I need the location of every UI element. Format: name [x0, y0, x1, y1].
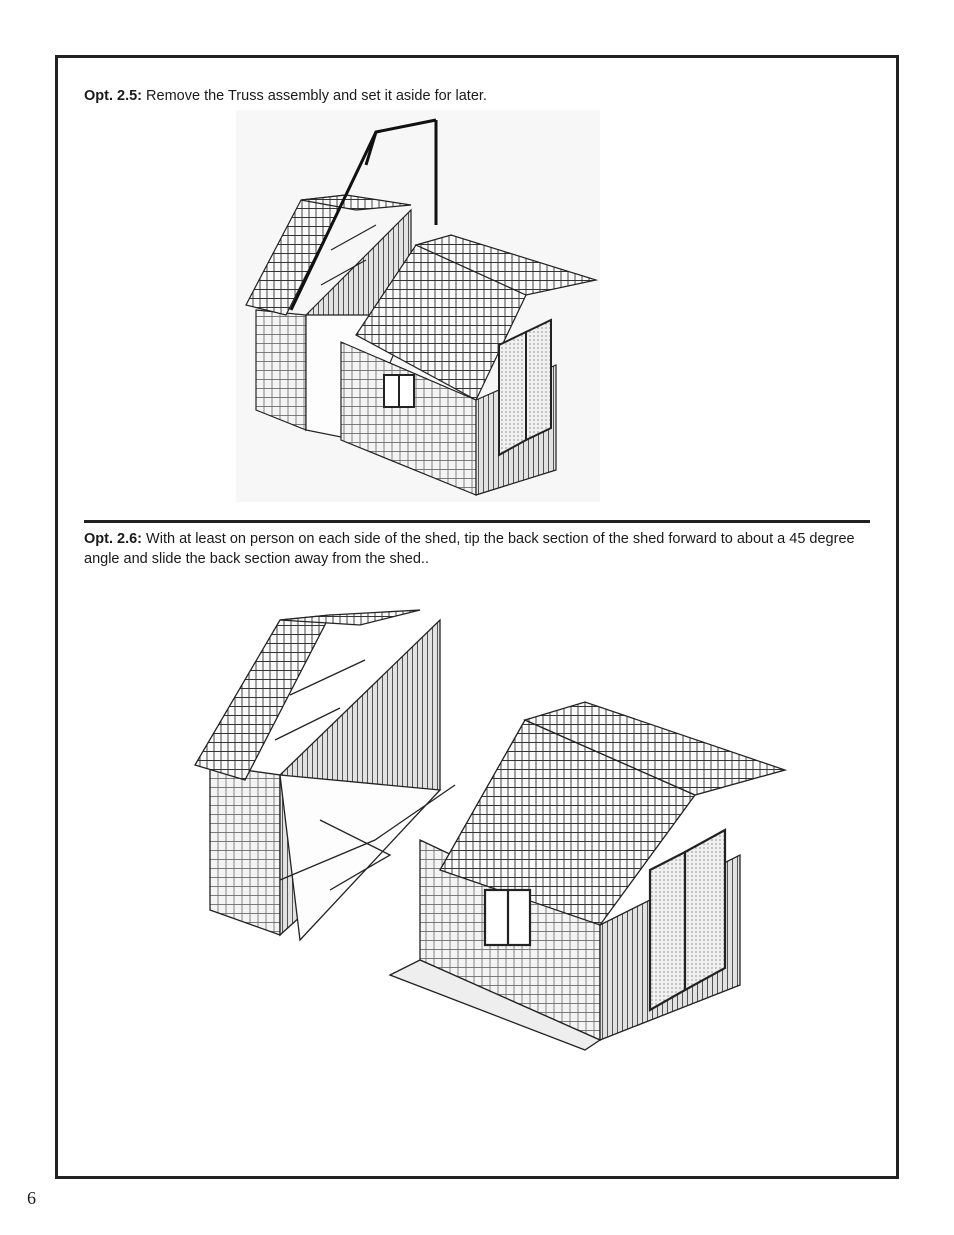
step-2-6-instruction: [84, 529, 874, 569]
back-section-separation-illustration: [190, 590, 790, 1070]
step-2-5-instruction: [84, 86, 864, 106]
page-number: 6: [27, 1188, 36, 1208]
section-divider: [84, 520, 870, 523]
step-2-5-text: Remove the Truss assembly and set it aside for later.: [142, 88, 487, 104]
truss-removal-illustration: [236, 110, 600, 502]
step-2-6-text: With at least on person on each side of the shed, tip the back section of the shed forward to about a 45 degree angle and slide the back section away from the shed..: [84, 531, 855, 567]
step-2-6-label: Opt. 2.6:: [84, 531, 143, 547]
step-2-5-label: Opt. 2.5:: [84, 88, 143, 104]
